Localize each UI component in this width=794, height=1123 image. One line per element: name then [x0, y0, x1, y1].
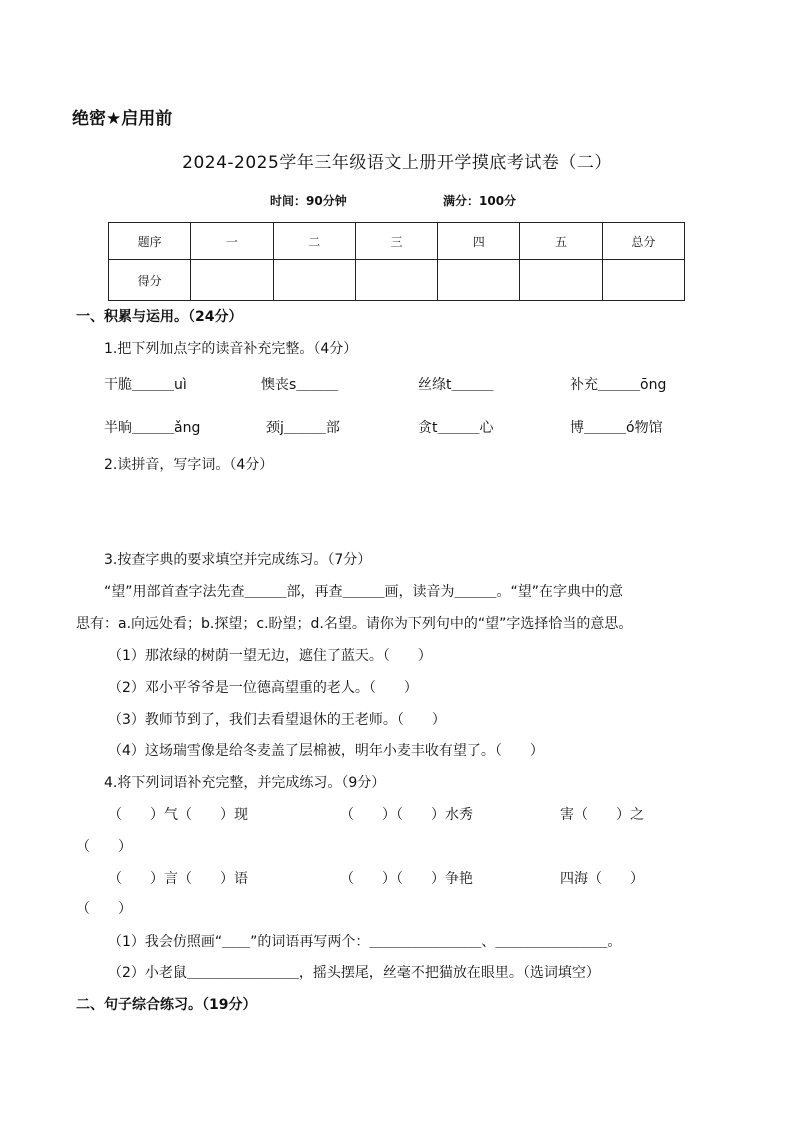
score-cell: [602, 260, 684, 301]
q3-sub-question: （1）那浓绿的树荫一望无边，遮住了蓝天。（ ）: [108, 648, 432, 664]
q1-item: 懊丧s＿＿＿: [261, 377, 339, 393]
q1-title: 1.把下列加点字的读音补充完整。（4分）: [104, 341, 358, 357]
section2-title: 二、句子综合练习。（19分）: [76, 997, 257, 1013]
q1-item: 丝绦t＿＿＿: [418, 377, 494, 393]
q4-idiom: （ ）（ ）水秀: [340, 807, 473, 823]
score-header-cell: 二: [273, 223, 355, 260]
score-cell: [355, 260, 437, 301]
q4-idiom-wrap: （ ）: [76, 839, 132, 855]
score-header-cell: 三: [355, 223, 437, 260]
q4-title: 4.将下列词语补充完整，并完成练习。（9分）: [104, 775, 386, 791]
score-table-score-row: [109, 260, 685, 301]
q4-idiom: （ ）言（ ）语: [108, 871, 248, 887]
score-table-header-row: [109, 223, 685, 260]
exam-title: 2024-2025学年三年级语文上册开学摸底考试卷（二）: [182, 153, 612, 173]
q1-item: 博＿＿＿ó物馆: [570, 420, 663, 436]
confidential-label: 绝密★启用前: [72, 109, 173, 129]
q3-sub-question: （2）邓小平爷爷是一位德高望重的老人。（ ）: [108, 680, 418, 696]
q4-idiom: 四海（ ）: [560, 871, 644, 887]
score-row-label: 得分: [109, 260, 191, 301]
score-table: [108, 222, 685, 301]
q4-idiom: （ ）气（ ）现: [108, 807, 248, 823]
q3-paragraph-line: 思有：a.向远处看；b.探望；c.盼望；d.名望。请你为下列句中的“望”字选择恰当的意思。: [76, 616, 633, 632]
q3-title: 3.按查字典的要求填空并完成练习。（7分）: [104, 552, 372, 568]
q1-item: 干脆＿＿＿uì: [104, 377, 187, 393]
q1-item: 补充＿＿＿ōng: [570, 377, 667, 393]
q4-idiom: （ ）（ ）争艳: [340, 871, 473, 887]
score-cell: [191, 260, 273, 301]
exam-time: 时间：90分钟: [270, 194, 347, 208]
score-cell: [520, 260, 602, 301]
q4-idiom-wrap: （ ）: [76, 901, 132, 917]
q2-title: 2.读拼音，写字词。（4分）: [104, 457, 274, 473]
score-header-cell: 五: [520, 223, 602, 260]
q3-paragraph-line: “望”用部首查字法先查＿＿＿部，再查＿＿＿画，读音为＿＿＿。“望”在字典中的意: [104, 584, 624, 600]
q4-sub-question: （2）小老鼠＿＿＿＿＿＿＿＿，摇头摆尾，丝毫不把猫放在眼里。（选词填空）: [108, 965, 600, 981]
score-cell: [438, 260, 520, 301]
section1-title: 一、积累与运用。（24分）: [76, 309, 243, 325]
q1-item: 半晌＿＿＿ǎng: [104, 420, 201, 436]
q1-item: 贪t＿＿＿心: [418, 420, 494, 436]
score-header-cell: 四: [438, 223, 520, 260]
score-header-cell: 题序: [109, 223, 191, 260]
q1-item: 颈j＿＿＿部: [266, 420, 340, 436]
score-cell: [273, 260, 355, 301]
q4-idiom: 害（ ）之: [560, 807, 644, 823]
q3-sub-question: （4）这场瑞雪像是给冬麦盖了层棉被，明年小麦丰收有望了。（ ）: [108, 743, 544, 759]
q3-sub-question: （3）教师节到了，我们去看望退休的王老师。（ ）: [108, 712, 446, 728]
score-header-cell: 一: [191, 223, 273, 260]
score-header-cell: 总分: [602, 223, 684, 260]
q4-sub-question: （1）我会仿照画“＿＿”的词语再写两个：＿＿＿＿＿＿＿＿、＿＿＿＿＿＿＿＿。: [108, 934, 622, 950]
exam-full-score: 满分：100分: [443, 194, 517, 208]
